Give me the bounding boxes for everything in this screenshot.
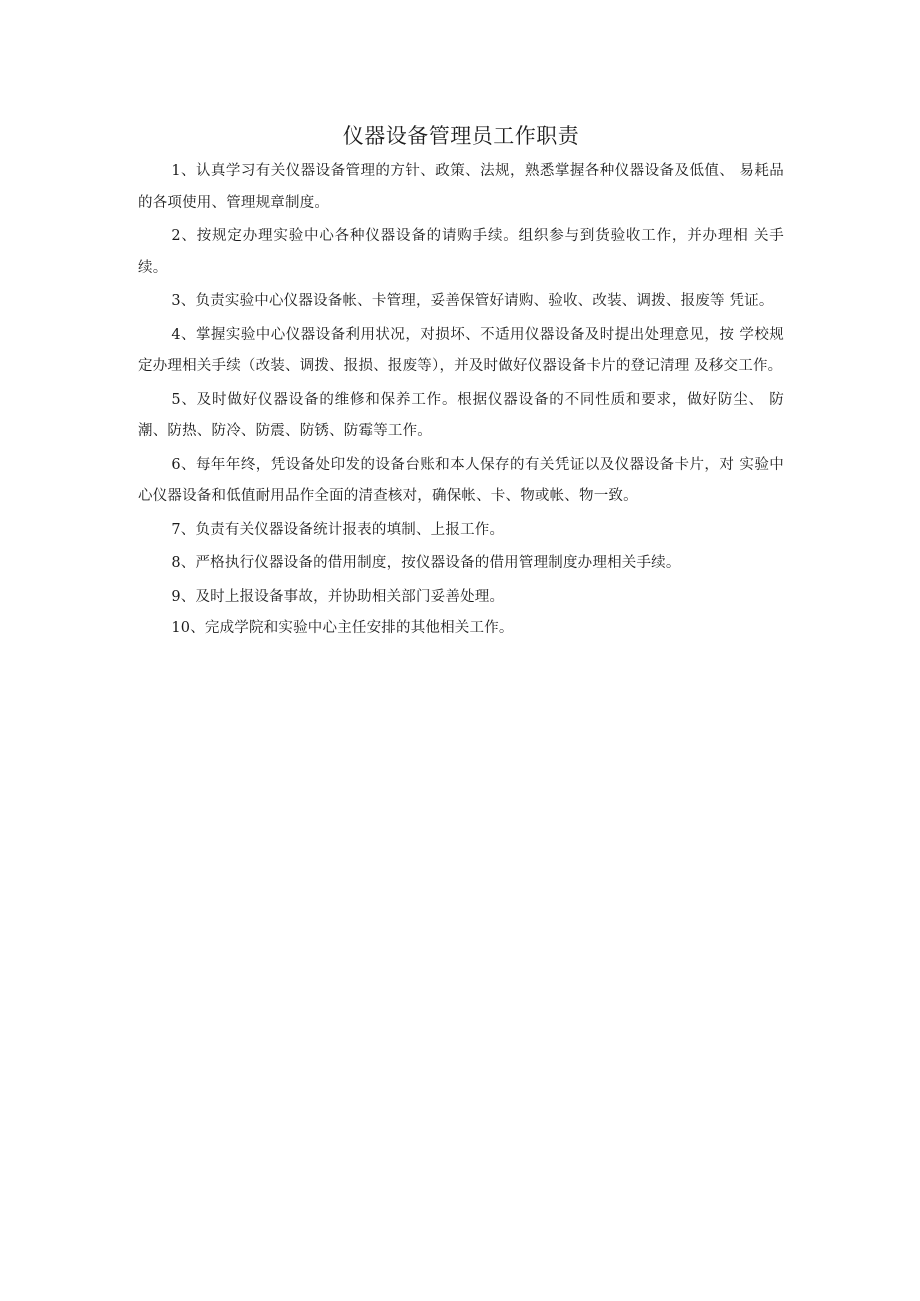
duty-item-5: 5、及时做好仪器设备的维修和保养工作。根据仪器设备的不同性质和要求，做好防尘、 防潮、防热、防冷、防震、防锈、防霉等工作。 bbox=[138, 391, 784, 439]
duty-item-8: 8、严格执行仪器设备的借用制度，按仪器设备的借用管理制度办理相关手续。 bbox=[171, 555, 681, 571]
duty-item-9: 9、及时上报设备事故，并协助相关部门妥善处理。 bbox=[171, 588, 505, 605]
duty-item-7: 7、负责有关仪器设备统计报表的填制、上报工作。 bbox=[171, 521, 505, 538]
duty-item-3: 3、负责实验中心仪器设备帐、卡管理，妥善保管好请购、验收、改装、调拨、报废等 凭证。 bbox=[171, 293, 774, 309]
document-title: 仪器设备管理员工作职责 bbox=[342, 124, 580, 148]
duty-item-1: 1、认真学习有关仪器设备管理的方针、政策、法规，熟悉掌握各种仪器设备及低值、 易耗品的各项使用、管理规章制度。 bbox=[138, 163, 784, 211]
duty-item-2: 2、按规定办理实验中心各种仪器设备的请购手续。组织参与到货验收工作，并办理相 关手续。 bbox=[138, 228, 784, 276]
duty-item-4: 4、掌握实验中心仪器设备利用状况，对损坏、不适用仪器设备及时提出处理意见，按 学校规定办理相关手续（改装、调拨、报损、报废等），并及时做好仪器设备卡片的登记清理 及移交工作。 bbox=[138, 326, 784, 374]
duty-item-10: 10、完成学院和实验中心主任安排的其他相关工作。 bbox=[171, 620, 514, 636]
duty-item-6: 6、每年年终，凭设备处印发的设备台账和本人保存的有关凭证以及仪器设备卡片，对 实验中心仪器设备和低值耐用品作全面的清查核对，确保帐、卡、物或帐、物一致。 bbox=[138, 456, 784, 504]
document-page bbox=[138, 118, 784, 645]
